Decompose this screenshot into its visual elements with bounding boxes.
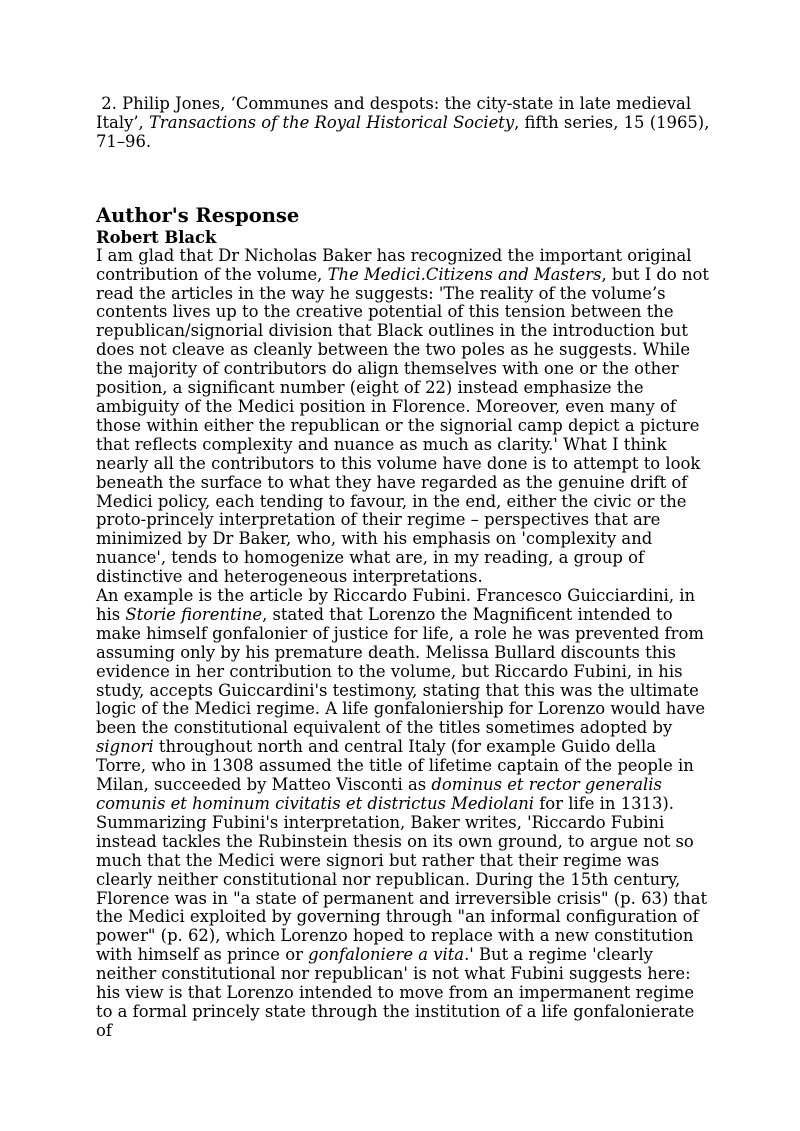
paragraph-2-text-d: for life in 1313). Summarizing Fubini's interpretation, Baker writes, 'Riccardo Fubini instead tackles the Rubinstein thesis on its own ground, to argue not so much that the Medici were signori but rather that their regime was clearly neither constitutional nor republican. During the 15th century, Florence was in "a state of permanent and irreversible crisis" (p. 63) that the Medici exploited by governing through "an informal configuration of power" (p. 62), which Lorenzo hoped to replace with a new constitution with himself as prince or bbox=[96, 794, 708, 965]
paragraph-1-text-a: I am glad that Dr Nicholas Baker has recognized the important original contribution of the volume, bbox=[96, 245, 692, 284]
footnote-tail: , fifth series, 15 (1965), 71–96. bbox=[96, 112, 715, 151]
paragraph-1 bbox=[96, 247, 711, 587]
footnote bbox=[96, 94, 715, 152]
paragraph-2-text-c: throughout north and central Italy (for example Guido della Torre, who in 1308 assumed the title of lifetime captain of the people in Milan, succeeded by Matteo Visconti as bbox=[96, 737, 694, 795]
paragraph-1-text-b: , but I do not read the articles in the way he suggests: 'The reality of the volume’s contents lives up to the creative potential of this tension between the republican/signorial division that Black outlines in the introduction but does not cleave as cleanly between the two poles as he suggests. While the majority of contributors do align themselves with one or the other position, a significant number (eight of 22) instead emphasize the ambiguity of the Medici position in Florence. Moreover, even many of those within either the republican or the signorial camp depict a picture that reflects complexity and nuance as much as clarity.' What I think nearly all the contributors to this volume have done is to attempt to look beneath the surface to what they have regarded as the genuine drift of Medici policy, each tending to favour, in the end, either the civic or the proto-princely interpretation of their regime – perspectives that are minimized by Dr Baker, who, with his emphasis on 'complexity and nuance', tends to homogenize what are, in my reading, a group of distinctive and heterogeneous interpretations. bbox=[96, 264, 710, 587]
paragraph-2-text-a: An example is the article by Riccardo Fubini. Francesco Guicciardini, in his bbox=[96, 586, 696, 624]
gonfaloniere-term: gonfaloniere a vita bbox=[308, 945, 465, 965]
footnote-text: 2. Philip Jones, ‘Communes and despots: the city-state in late medieval Italy’, bbox=[96, 94, 697, 132]
document-page bbox=[96, 94, 715, 1041]
section-heading: Author's Response bbox=[96, 203, 300, 227]
signori-term: signori bbox=[96, 737, 154, 757]
book-title: The Medici.Citizens and Masters bbox=[327, 264, 602, 284]
dominus-title: dominus et rector generalis comunis et hominum civitatis et districtus Mediolani bbox=[96, 775, 662, 813]
paragraph-2-text-b: , stated that Lorenzo the Magnificent intended to make himself gonfalonier of justice for life, a role he was prevented from assuming only by his premature death. Melissa Bullard discounts this evidence in her contribution to the volume, but Riccardo Fubini, in his study, accepts Guiccardini's testimony, stating that this was the ultimate logic of the Medici regime. A life gonfaloniership for Lorenzo would have been the constitutional equivalent of the titles sometimes adopted by bbox=[96, 604, 706, 738]
paragraph-2 bbox=[96, 587, 711, 1041]
journal-title: Transactions of the Royal Historical Society bbox=[148, 112, 515, 132]
author-name: Robert Black bbox=[96, 227, 217, 247]
storie-title: Storie fiorentine bbox=[125, 604, 263, 624]
paragraph-2-text-e: .' But a regime 'clearly neither constitutional nor republican' is not what Fubini suggests here: his view is that Lorenzo intended to move from an impermanent regime to a formal princely state through the institution of a life gonfalonierate of bbox=[96, 945, 695, 1040]
